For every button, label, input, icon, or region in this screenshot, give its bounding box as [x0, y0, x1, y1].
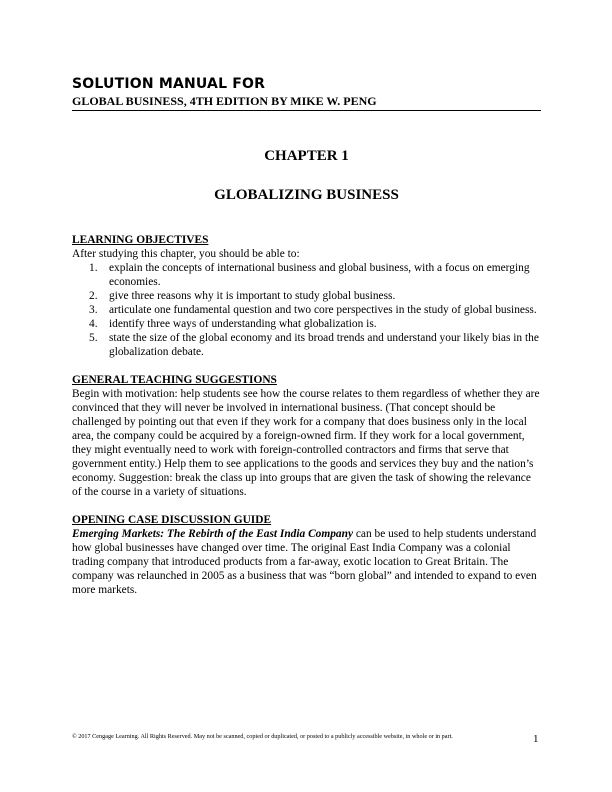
opening-case-text: can be used to help students understand how global businesses have changed over time. The original East India Company was a colonial trading company that introduced products from a far-away, exotic location to Great Britain. The company was relaunched in 2005 as a business that was “born global” and intended to expand to even more markets. [72, 528, 537, 596]
list-item-number: 1. [89, 262, 98, 274]
teaching-suggestions-text: Begin with motivation: help students see how the course relates to them regardless of whether they are convinced that they will never be involved in international business. (That concept should be challenged by pointing out that even if they work for a company that does business only in the local area, the company could be acquired by a foreign-owned firm. If they work for a local government, they might eventually need to work with foreign-controlled contractors and firms that serve that government entity.) Help them to see applications to the goods and services they buy and the nation’s economy. Suggestion: break the class up into groups that are given the task of showing the relevance of the course in a variety of situations. [72, 388, 540, 498]
manual-title: SOLUTION MANUAL FOR [72, 76, 266, 92]
list-item-text: identify three ways of understanding what globalization is. [109, 318, 377, 330]
section-spacer [72, 359, 541, 373]
list-item-text: state the size of the global economy and its broad trends and understand your likely bias in the globalization debate. [109, 332, 539, 358]
header-rule [72, 110, 541, 111]
list-item-number: 4. [89, 318, 98, 330]
page-number: 1 [533, 733, 539, 745]
list-item-text: give three reasons why it is important to study global business. [109, 290, 396, 302]
case-title: Emerging Markets: The Rebirth of the East India Company [72, 528, 354, 540]
list-item [72, 261, 541, 289]
list-item-number: 5. [89, 332, 98, 344]
book-subtitle: GLOBAL BUSINESS, 4TH EDITION BY MIKE W. PENG [72, 94, 377, 108]
section-spacer [72, 499, 541, 513]
list-item [72, 317, 541, 331]
learning-objectives-section [72, 233, 541, 359]
list-item-text: articulate one fundamental question and two core perspectives in the study of global business. [109, 304, 537, 316]
objectives-list [72, 261, 541, 359]
list-item [72, 303, 541, 317]
teaching-suggestions-heading: GENERAL TEACHING SUGGESTIONS [72, 374, 277, 386]
opening-case-section [72, 513, 541, 597]
list-item-text: explain the concepts of international business and global business, with a focus on emerging economies. [109, 262, 530, 288]
list-item-number: 3. [89, 304, 98, 316]
learning-objectives-intro: After studying this chapter, you should be able to: [72, 248, 300, 260]
list-item [72, 331, 541, 359]
opening-case-heading: OPENING CASE DISCUSSION GUIDE [72, 514, 272, 526]
teaching-suggestions-section [72, 373, 541, 499]
chapter-title: GLOBALIZING BUSINESS [214, 187, 399, 203]
copyright-footer: © 2017 Cengage Learning. All Rights Reserved. May not be scanned, copied or duplicated, or posted to a publicly accessible website, in whole or in part. [72, 733, 453, 740]
chapter-number: CHAPTER 1 [264, 148, 349, 164]
list-item [72, 289, 541, 303]
document-body [72, 233, 541, 597]
opening-case-paragraph [72, 527, 541, 597]
learning-objectives-heading: LEARNING OBJECTIVES [72, 234, 209, 246]
list-item-number: 2. [89, 290, 98, 302]
